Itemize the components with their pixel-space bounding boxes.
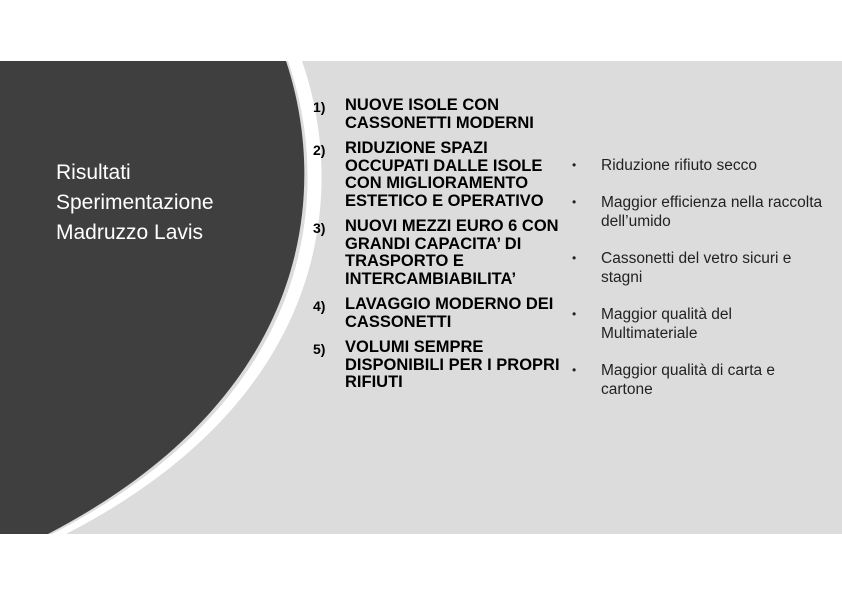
bullet-item <box>572 249 827 287</box>
title-line-2: Sperimentazione <box>56 191 214 214</box>
bullet-item <box>572 361 827 399</box>
item-text: NUOVI MEZZI EURO 6 CON GRANDI CAPACITA’ DI TRASPORTO E INTERCAMBIABILITA’ <box>345 217 559 288</box>
numbered-item <box>313 296 568 331</box>
numbered-list <box>313 97 568 400</box>
item-number: 3) <box>313 220 326 236</box>
bullet-icon: • <box>572 363 577 377</box>
bullet-text: Cassonetti del vetro sicuri e stagni <box>601 250 792 286</box>
item-number: 4) <box>313 298 326 314</box>
bullet-text: Maggior efficienza nella raccolta dell’umido <box>601 194 823 230</box>
bullet-list <box>572 156 827 417</box>
bullet-icon: • <box>572 251 577 265</box>
bullet-icon: • <box>572 158 577 172</box>
item-number: 5) <box>313 341 326 357</box>
title-line-3: Madruzzo Lavis <box>56 221 204 244</box>
bullet-item <box>572 156 827 175</box>
bullet-item <box>572 193 827 231</box>
slide <box>0 61 842 534</box>
bullet-text: Maggior qualità di carta e cartone <box>601 362 776 398</box>
bullet-icon: • <box>572 195 577 209</box>
dark-panel-shape <box>0 61 304 534</box>
item-number: 2) <box>313 142 326 158</box>
item-text: NUOVE ISOLE CON CASSONETTI MODERNI <box>345 96 534 132</box>
bullet-text: Riduzione rifiuto secco <box>601 157 757 174</box>
item-text: VOLUMI SEMPRE DISPONIBILI PER I PROPRI RIFIUTI <box>345 338 560 391</box>
bullet-item <box>572 305 827 343</box>
slide-title <box>56 158 276 248</box>
bullet-icon: • <box>572 307 577 321</box>
numbered-item <box>313 97 568 132</box>
numbered-item <box>313 218 568 288</box>
bullet-text: Maggior qualità del Multimateriale <box>601 306 732 342</box>
numbered-item <box>313 339 568 392</box>
item-text: RIDUZIONE SPAZI OCCUPATI DALLE ISOLE CON MIGLIORAMENTO ESTETICO E OPERATIVO <box>345 139 544 210</box>
numbered-item <box>313 140 568 210</box>
item-text: LAVAGGIO MODERNO DEI CASSONETTI <box>345 295 554 331</box>
item-number: 1) <box>313 99 326 115</box>
title-line-1: Risultati <box>56 161 131 184</box>
